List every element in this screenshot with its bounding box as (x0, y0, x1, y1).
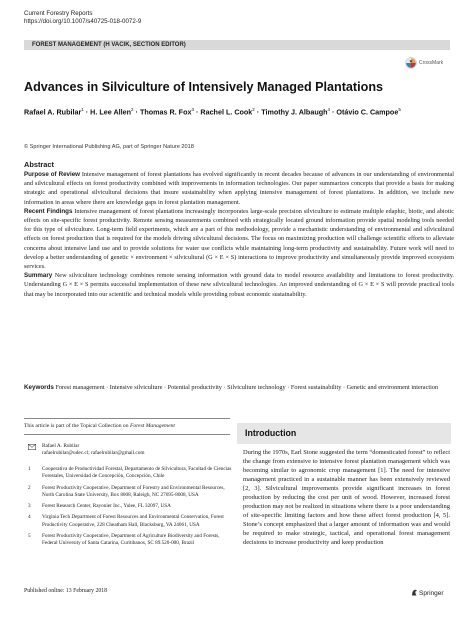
purpose-label: Purpose of Review (24, 171, 80, 178)
summary-label: Summary (24, 272, 53, 280)
topical-collection: Forest Management (129, 423, 175, 429)
author-affil: 5 (398, 107, 401, 112)
crossmark-badge[interactable] (405, 56, 451, 70)
findings-text: Intensive management of forest plantations increasingly incorporates large-scale precision silviculture to estimate multiple edaphic, biotic, and abiotic effects on site-specific forest productivity. Remote sensing measurements combined with strategically located ground information provide spatial modeling tools needed for this type of silviculture. Long-term field experiments, which are a part of this methodology, provide a mechanistic understanding of environmental and silvicultural effects on forest production that is required for the models driving silvicultural decisions. The focus on maximizing production will challenge scientific efforts to alleviate concerns about intensive land use and to provide solutions for water use conflicts while maintaining long-term productivity and sustainability. Future work will need to develop a better understanding of genetic × environment × silvicultural (G × E × S) interactions to improve productivity and simultaneously provide improved ecosystem services. (24, 207, 454, 271)
topical-prefix: This article is part of the Topical Collection on (24, 423, 129, 429)
abstract-summary (24, 271, 454, 299)
affiliation-number: 1 (28, 466, 31, 472)
affiliation-item (28, 503, 233, 510)
abstract-purpose (24, 170, 454, 207)
keyword-item: Forest sustainability (290, 384, 342, 391)
author-name[interactable]: Otávio C. Campoe (336, 107, 399, 117)
abstract-heading: Abstract (24, 160, 54, 169)
affiliation-text: Virginia Tech Department of Forest Resources and Environmental Conservation, Forest Productivity Cooperative, 228 Cheatham Hall, Blacksburg, VA 24061, USA (42, 514, 224, 528)
author-affil: 1 (81, 107, 84, 112)
author-affil: 4 (327, 107, 331, 112)
paper-title: Advances in Silviculture of Intensively Managed Plantations (24, 80, 384, 94)
affiliation-number: 2 (28, 484, 31, 491)
affiliation-text: Forest Productivity Cooperative, Department of Forestry and Environmental Resources, North Carolina State University, Box 8008, Raleigh, NC 27695-8008, USA (42, 484, 225, 498)
affiliation-text: Forest Productivity Cooperative, Department of Agriculture Biodiversity and Forests, Federal University of Santa Catarina, Curitibanos, SC 89.520-000, Brazil (42, 533, 220, 547)
affiliation-number: 4 (28, 514, 31, 521)
author-affil: 3 (191, 107, 194, 112)
journal-doi[interactable]: https://doi.org/10.1007/s40725-018-0072-9 (24, 18, 142, 25)
author-affil: 2 (252, 107, 255, 112)
keyword-item: Genetic and environment interaction (346, 384, 439, 391)
affiliation-text: Forest Research Center, Rayonier Inc., Yulee, FL 32097, USA (42, 503, 171, 510)
crossmark-icon (405, 57, 417, 69)
summary-text: New silviculture technology combines remote sensing information with ground data to model resource availability and limitations to forest productivity. Understanding G × E × S permits successful implementation of these new silvicultural technologies. An improved understanding of G × E × S will provide practical tools that may be incorporated into our scientific and technical models while providing robust economic sustainability. (24, 272, 454, 298)
keyword-item: Intensive silviculture (109, 384, 163, 391)
section-label: FOREST MANAGEMENT (H VACIK, SECTION EDITOR) (24, 40, 450, 50)
abstract-findings (24, 207, 454, 271)
keyword-item: Silviculture technology (227, 384, 286, 391)
purpose-text: Intensive management of forest plantations has evolved significantly in recent decades because of advances in our understanding of environmental and silvicultural effects on forest productivity combined with improvements in information technologies. Our paper summarizes concepts that provide a basis for making strategic and operational silvicultural decisions that insure sustainability when applying intensive management of forest plantations. In addition, we include new information in areas where there are knowledge gaps in forest plantation management. (24, 171, 455, 206)
crossmark-label: CrossMark (419, 60, 444, 66)
findings-label: Recent Findings (24, 207, 73, 215)
keywords-section: Keywords Forest management · Intensive silviculture · Potential productivity · Silviculture technology · Forest sustainability · Genetic and environment interaction (24, 384, 439, 391)
introduction-heading: Introduction (245, 428, 297, 438)
abstract-section (24, 160, 454, 299)
contact-name: Rafael A. Rubilar (42, 443, 80, 449)
introduction-header (237, 423, 451, 444)
affiliation-item (28, 485, 233, 500)
affiliation-item (28, 466, 233, 481)
publisher-name: Springer (419, 590, 444, 597)
author-list: Rafael A. Rubilar$^1$ · H. Lee Allen$^2$ · Thomas R. Fox$^3$ · Rachel L. Cook$^2$ · Timothy J. Albaugh$^4$ · Otávio C. Campoe$^5$ (24, 107, 401, 117)
published-date: Published online: 13 February 2018 (24, 588, 108, 594)
envelope-icon (28, 444, 36, 450)
author-name[interactable]: Timothy J. Albaugh (261, 107, 328, 117)
journal-header (24, 10, 141, 26)
author-name[interactable]: Rachel L. Cook (200, 107, 253, 117)
footnote-divider (24, 434, 230, 435)
copyright-notice: © Springer International Publishing AG, part of Springer Nature 2018 (24, 144, 194, 150)
topical-collection-note (24, 423, 175, 429)
journal-name: Current Forestry Reports (24, 10, 93, 17)
corresponding-author (28, 443, 228, 457)
keywords-label: Keywords (24, 384, 54, 391)
contact-email[interactable]: rafaelrubilar@udec.cl; rafaelrubilar@gmail.com (42, 450, 145, 456)
affiliation-list (28, 466, 233, 552)
keyword-item: Forest management (55, 384, 105, 391)
footnote-divider (24, 418, 230, 419)
affiliation-item (28, 514, 233, 529)
author-name[interactable]: Thomas R. Fox (139, 107, 192, 117)
author-affil: 2 (131, 107, 134, 112)
affiliation-number: 5 (28, 533, 31, 540)
publisher-logo (411, 589, 444, 597)
introduction-text: During the 1970s, Earl Stone suggested the term “domesticated forest” to reflect the change from extensive to intensive forest plantation management which was becoming similar to agronomic crop management [1]. The need for intensive management practiced in a sustainable manner has been extensively reviewed [2, 3]. Silvicultural improvements provide significant increases in forest production by reducing the cost per unit of wood. However, increased forest production may not be realized in situations where there is a poor understanding of site-specific limiting factors and how these affect forest production [4, 5]. Stone’s concept emphasized that a larger amount of information was and would be required to make strategic, tactical, and operational forest management decisions to increase productivity and keep production (243, 449, 451, 546)
springer-horse-icon (411, 589, 418, 596)
affiliation-item (28, 533, 233, 548)
affiliation-number: 3 (28, 503, 31, 510)
author-name[interactable]: H. Lee Allen (90, 107, 132, 117)
author-name[interactable]: Rafael A. Rubilar (24, 107, 82, 117)
affiliation-text: Cooperativa de Productividad Forestal, Departamento de Silvicultura, Facultad de Ciencias Forestales, Universidad de Concepción, Concepción, Chile (42, 466, 232, 480)
keyword-item: Potential productivity (167, 384, 222, 391)
